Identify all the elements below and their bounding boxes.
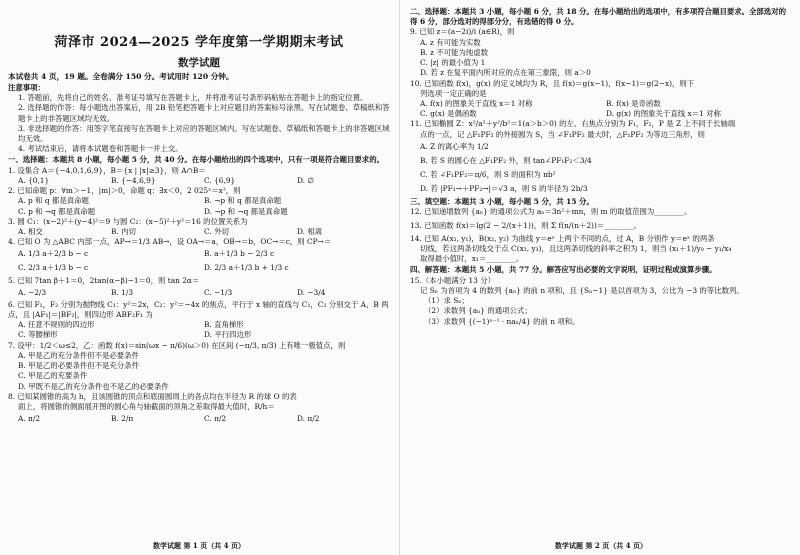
option: B. 甲是乙的必要条件但不是充分条件 bbox=[18, 361, 139, 371]
question-4: 4. 已知 O 为 △ABC 内部一点，AP→＝1/3 AB→，设 OA→＝a，OB→＝b，OC→＝c，则 CP→＝ bbox=[8, 237, 332, 247]
question-11: 11. 已知椭圆 Z：x²/a²＋y²/b²＝1(a＞b＞0) 的左、右焦点分别为 F₁，F₂，P 是 Z 上不同于长轴端 bbox=[410, 119, 736, 129]
question-11-options bbox=[410, 140, 792, 196]
question-10: 10. 已知函数 f(x)，g(x) 的定义域均为 R，且 f(x)＝g(x−1)，f(x−1)＝g(2−x)，则下 bbox=[410, 78, 695, 88]
question-9: 9. 已知 z＝(a−2i)/i (a∈R)，则 bbox=[410, 27, 515, 37]
page-footer: 数学试题 第 2 页（共 4 页） bbox=[555, 541, 647, 551]
option: C. 甲是乙的充要条件 bbox=[18, 371, 88, 381]
question-8: 8. 已知某圆锥的高为 h，且该圆锥的顶点和底面圆周上的各点均在半径为 R 的球 O 的表 bbox=[8, 391, 297, 401]
option: B. 1/3 bbox=[111, 287, 134, 297]
option: A. 甲是乙的充分条件但不是必要条件 bbox=[18, 350, 139, 360]
note-item: 4. 考试结束后，请将本试题卷和答题卡一并上交。 bbox=[18, 144, 183, 154]
option: D. 甲既不是乙的充分条件也不是乙的必要条件 bbox=[18, 381, 169, 391]
option: A. f(x) 的图象关于直线 x＝1 对称 bbox=[420, 98, 533, 108]
option: D. π/2 bbox=[297, 414, 320, 424]
note-item: 1. 答题前，先将自己的姓名、准考证号填写在答题卡上，并将准考证号条形码粘贴在答题卡上的指定位置。 bbox=[18, 93, 368, 103]
question-6-options bbox=[8, 320, 390, 340]
option: B. z 不可能为纯虚数 bbox=[420, 47, 489, 57]
notes-heading: 注意事项： bbox=[8, 82, 45, 92]
option: D. 平行四边形 bbox=[204, 330, 252, 340]
option: A. −2/3 bbox=[18, 287, 47, 297]
option: A. π/2 bbox=[18, 414, 41, 424]
option: C. π/2 bbox=[204, 414, 227, 424]
option: B. ¬p 和 q 都是真命题 bbox=[204, 196, 282, 206]
section-2-heading: 二、选择题：本题共 3 小题，每小题 6 分，共 18 分。在每小题给出的选项中，有多项符合题目要求。全部选对的得 6 分，部分选对的得部分分，有选错的得 0 分。 bbox=[410, 7, 786, 27]
subject-title: 数学试题 bbox=[178, 56, 220, 69]
option: B. {−4,6,9} bbox=[111, 175, 156, 185]
subpart: （3）求数列 {(−1)ⁿ⁻¹ · naₙ/4} 的前 n 项和。 bbox=[424, 316, 580, 326]
question-5-options bbox=[8, 286, 390, 300]
option: B. a＋1/3 b − 2/3 c bbox=[204, 249, 275, 259]
option: C. |z| 的最小值为 1 bbox=[420, 58, 486, 68]
option: D. −3/4 bbox=[297, 287, 326, 297]
option: D. ∅ bbox=[297, 175, 314, 185]
question-10-options bbox=[410, 99, 792, 119]
page-footer: 数学试题 第 1 页（共 4 页） bbox=[153, 541, 245, 551]
exam-meta: 本试卷共 4 页，19 题。全卷满分 150 分。考试用时 120 分钟。 bbox=[8, 72, 234, 82]
note-item: 3. 非选择题的作答：用签字笔直接写在答题卡上对应的答题区域内。写在试题卷、草稿纸和答题卡上的非答题区域均无效。 bbox=[18, 123, 390, 143]
option: D. g(x) 的图象关于直线 x＝1 对称 bbox=[606, 109, 721, 119]
option: C. g(x) 是偶函数 bbox=[420, 109, 477, 119]
option: A. 相交 bbox=[18, 226, 43, 236]
question-9-options bbox=[410, 38, 792, 79]
question-2-options bbox=[8, 196, 390, 216]
option: B. 若 S 的圆心在 △F₁PF₂ 外，则 tan∠PF₁F₂＜3/4 bbox=[420, 155, 592, 165]
page-2 bbox=[402, 0, 800, 555]
question-7: 7. 设甲：1/2＜ω≤2，乙：函数 f(x)＝sin(ωx − π/6)(ω＞0) 在区间 (−π/3, π/3) 上有唯一极值点，则 bbox=[8, 340, 346, 350]
question-15-subparts bbox=[410, 296, 792, 327]
option: A. {0,1} bbox=[18, 175, 50, 185]
exam-title: 菏泽市 2024—2025 学年度第一学期期末考试 bbox=[54, 35, 344, 50]
question-8-cont: 面上，将圆锥的侧面展开图的圆心角与轴截面的顶角之差取得最大值时，R/h＝ bbox=[18, 401, 275, 411]
note-item: 2. 选择题的作答：每小题选出答案后，用 2B 铅笔把答题卡上对应题目的答案标号涂黑。写在试题卷、草稿纸和答题卡上的非答题区域均无效。 bbox=[18, 103, 390, 123]
question-1-options bbox=[8, 176, 390, 186]
question-12: 12. 已知递增数列 {aₙ} 的通项公式为 aₙ＝3n²＋mn，则 m 的取值范围为________。 bbox=[410, 207, 692, 217]
option: A. 1/3 a＋2/3 b − c bbox=[18, 249, 89, 259]
question-14-cont2: 取得最小值时，x₁＝________。 bbox=[420, 254, 524, 264]
question-15-stem: 记 Sₙ 为首项为 4 的数列 {aₙ} 的前 n 项和，且 {Sₙ−1} 是以首项为 3，公比为 −3 的等比数列。 bbox=[420, 285, 744, 295]
option: B. 直角梯形 bbox=[204, 320, 244, 330]
option: D. 相离 bbox=[297, 226, 323, 236]
section-3-heading: 三、填空题：本题共 3 小题，每小题 5 分，共 15 分。 bbox=[410, 197, 594, 207]
page-1 bbox=[0, 0, 398, 555]
question-1: 1. 设集合 A＝{−4,0,1,6,9}，B＝{x | |x|≥3}，则 A∩B＝ bbox=[8, 165, 206, 175]
option: C. 2/3 a＋1/3 b − c bbox=[18, 263, 89, 273]
question-10-cont: 列选项一定正确的是 bbox=[420, 88, 487, 98]
question-14: 14. 已知 A(x₁, y₁)，B(x₂, y₂) 为曲线 y＝eˣ 上两个不同的点，过 A，B 分别作 y＝eˣ 的两条 bbox=[410, 233, 715, 243]
question-6: 6. 已知 F₁，F₂ 分别为抛物线 C₁：y²＝2x，C₂：y²＝−4x 的焦点，平行于 x 轴的直线与 C₁，C₂ 分别交于 A，B 两点，且 |AF₁|＝|BF₂|，则四边形 ABF₂F₁ 为 bbox=[8, 299, 389, 320]
question-14-cont: 切线，若这两条切线交于点 C(x₃, y₃)，且这两条切线的斜率之积为 1，则当 (x₁＋1)/y₀ − y₁/x₄ bbox=[420, 243, 732, 253]
page-divider bbox=[399, 0, 400, 555]
option: D. ¬p 和 ¬q 都是真命题 bbox=[204, 206, 288, 216]
question-11-cont: 点的一点，记 △F₁PF₂ 的外接圆为 S，当 ∠F₁PF₂ 最大时，△F₁PF₂ 为等边三角形，则 bbox=[420, 129, 705, 139]
option: B. 内切 bbox=[111, 226, 136, 236]
question-4-options bbox=[8, 247, 390, 275]
option: A. Z 的离心率为 1/2 bbox=[420, 141, 489, 151]
section-4-heading: 四、解答题：本题共 5 小题，共 77 分。解答应写出必要的文字说明，证明过程或演算步骤。 bbox=[410, 265, 717, 275]
question-8-options bbox=[8, 412, 390, 426]
option: A. 任意不规则的四边形 bbox=[18, 320, 95, 330]
option: B. f(x) 是奇函数 bbox=[606, 98, 661, 108]
question-2: 2. 已知命题 p：∀m＞−1，|m|＞0，命题 q：∃x＜0，2 025ˣ＝x²，则 bbox=[8, 186, 241, 196]
option: D. 若 |PF₁→＋PF₂→|＝√3 a，则 S 的半径为 2b/3 bbox=[420, 184, 588, 194]
question-13: 13. 已知函数 f(x)＝lg(2 − 2/(x＋1))，则 Σ f(n/(n＋2))＝________。 bbox=[410, 220, 642, 230]
question-5: 5. 已知 7tan β＋1＝0，2tan(α−β)−1＝0，则 tan 2α＝ bbox=[8, 275, 200, 285]
option: C. −1/3 bbox=[204, 287, 233, 297]
option: C. {6,9} bbox=[204, 175, 236, 185]
option: D. 2/3 a＋1/3 b + 1/3 c bbox=[204, 263, 289, 273]
section-1-heading: 一、选择题：本题共 8 小题，每小题 5 分，共 40 分。在每小题给出的四个选项中，只有一项是符合题目要求的。 bbox=[8, 155, 384, 165]
option: A. z 有可能为实数 bbox=[420, 37, 481, 47]
subpart: （1）求 Sₙ； bbox=[424, 296, 469, 306]
option: C. 外切 bbox=[204, 226, 229, 236]
option: D. 若 z 在复平面内所对应的点在第三象限，则 a＞0 bbox=[420, 68, 591, 78]
question-7-options bbox=[8, 351, 390, 392]
question-3: 3. 圆 C₁：(x−2)²＋(y−4)²＝9 与圆 C₂：(x−5)²＋y²＝16 的位置关系为 bbox=[8, 216, 248, 226]
question-3-options bbox=[8, 227, 390, 237]
option: C. p 和 ¬q 都是真命题 bbox=[18, 206, 96, 216]
option: A. p 和 q 都是真命题 bbox=[18, 196, 89, 206]
option: C. 若 ∠F₁PF₂＝π/6，则 S 的面积为 πb² bbox=[420, 169, 556, 179]
option: C. 等腰梯形 bbox=[18, 330, 58, 340]
subpart: （2）求数列 {aₙ} 的通项公式； bbox=[424, 306, 532, 316]
option: B. 2/π bbox=[111, 414, 134, 424]
question-15-heading: 15.（本小题满分 13 分） bbox=[410, 275, 495, 285]
